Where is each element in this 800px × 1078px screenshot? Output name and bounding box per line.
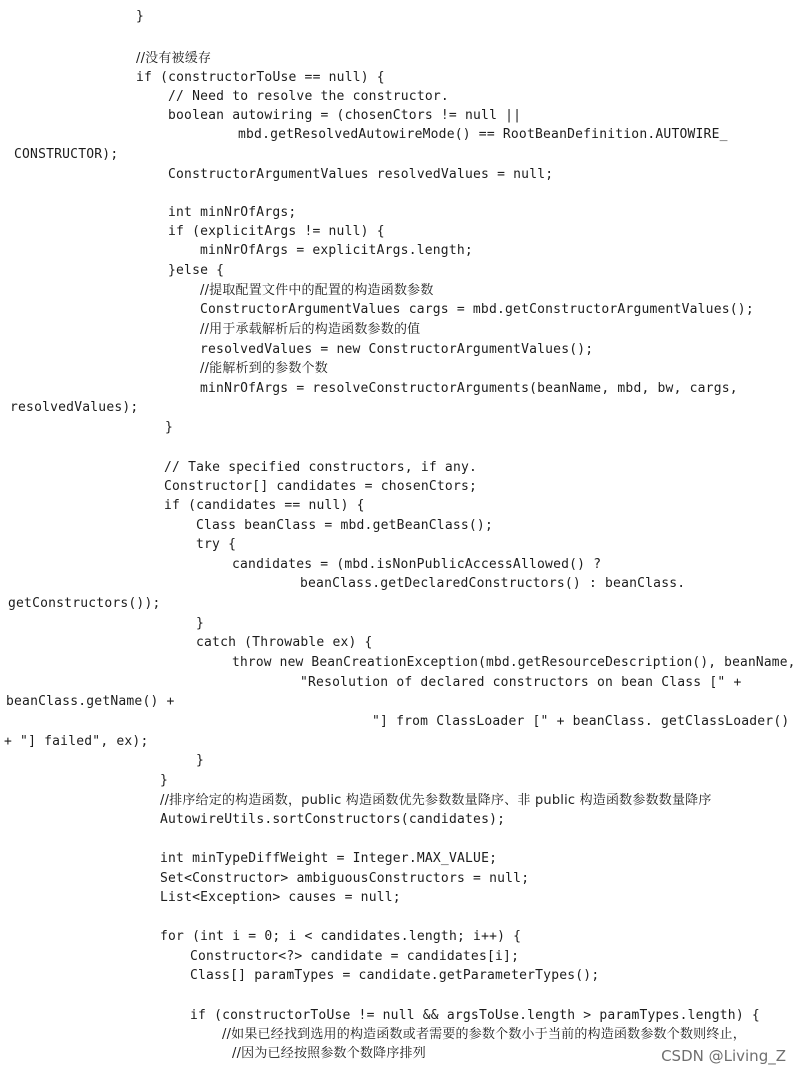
code-line: minNrOfArgs = resolveConstructorArguments(beanName, mbd, bw, cargs, [200, 381, 738, 396]
code-line: } [136, 9, 145, 24]
code-line: // Need to resolve the constructor. [168, 89, 449, 104]
code-line: for (int i = 0; i < candidates.length; i++) { [160, 929, 522, 944]
code-comment-line: //如果已经找到选用的构造函数或者需要的参数个数小于当前的构造函数参数个数则终止， [222, 1027, 746, 1042]
code-line: candidates = (mbd.isNonPublicAccessAllowed() ? [232, 557, 602, 572]
code-line: Class[] paramTypes = candidate.getParameterTypes(); [190, 968, 600, 983]
code-comment-line: //用于承载解析后的构造函数参数的值 [200, 322, 421, 337]
code-line: "Resolution of declared constructors on bean Class [" + [300, 675, 742, 690]
code-line: resolvedValues); [10, 400, 139, 415]
code-line: int minTypeDiffWeight = Integer.MAX_VALUE; [160, 851, 498, 866]
code-comment-line: //排序给定的构造函数，public 构造函数优先参数数量降序、非 public 构造函数参数数量降序 [160, 793, 712, 808]
code-line: CONSTRUCTOR); [14, 147, 119, 162]
code-line: beanClass.getDeclaredConstructors() : beanClass. [300, 576, 686, 591]
code-line: Constructor<?> candidate = candidates[i]; [190, 949, 520, 964]
code-line: + "] failed", ex); [4, 734, 149, 749]
code-line: try { [196, 537, 237, 552]
code-line: ConstructorArgumentValues resolvedValues = null; [168, 167, 554, 182]
code-line: } [160, 773, 169, 788]
code-comment-line: //能解析到的参数个数 [200, 361, 328, 376]
code-line: boolean autowiring = (chosenCtors != null || [168, 108, 522, 123]
code-line: }else { [168, 263, 225, 278]
code-comment-line: //因为已经按照参数个数降序排列 [232, 1046, 426, 1061]
code-line: int minNrOfArgs; [168, 205, 297, 220]
code-line: Class beanClass = mbd.getBeanClass(); [196, 518, 493, 533]
code-line: "] from ClassLoader [" + beanClass. getClassLoader() [372, 714, 790, 729]
csdn-watermark: CSDN @Living_Z [661, 1047, 786, 1065]
code-line: beanClass.getName() + [6, 694, 175, 709]
code-line: throw new BeanCreationException(mbd.getResourceDescription(), beanName, [232, 655, 796, 670]
code-line: if (explicitArgs != null) { [168, 224, 385, 239]
code-line: catch (Throwable ex) { [196, 635, 373, 650]
code-line: minNrOfArgs = explicitArgs.length; [200, 243, 473, 258]
code-line: } [196, 616, 205, 631]
code-comment-line: //没有被缓存 [136, 51, 212, 66]
code-line: List<Exception> causes = null; [160, 890, 401, 905]
code-line: if (candidates == null) { [164, 498, 365, 513]
code-line: getConstructors()); [8, 596, 161, 611]
code-comment-line: //提取配置文件中的配置的构造函数参数 [200, 283, 434, 298]
code-line: Constructor[] candidates = chosenCtors; [164, 479, 478, 494]
code-line: Set<Constructor> ambiguousConstructors = null; [160, 871, 530, 886]
code-line: ConstructorArgumentValues cargs = mbd.getConstructorArgumentValues(); [200, 302, 754, 317]
code-line: resolvedValues = new ConstructorArgumentValues(); [200, 342, 594, 357]
code-line: if (constructorToUse == null) { [136, 70, 385, 85]
code-line: if (constructorToUse != null && argsToUse.length > paramTypes.length) { [190, 1008, 760, 1023]
code-line: AutowireUtils.sortConstructors(candidates); [160, 812, 506, 827]
code-line: } [196, 753, 205, 768]
code-line: mbd.getResolvedAutowireMode() == RootBeanDefinition.AUTOWIRE_ [238, 127, 728, 142]
code-line: } [165, 420, 174, 435]
code-line: // Take specified constructors, if any. [164, 460, 478, 475]
